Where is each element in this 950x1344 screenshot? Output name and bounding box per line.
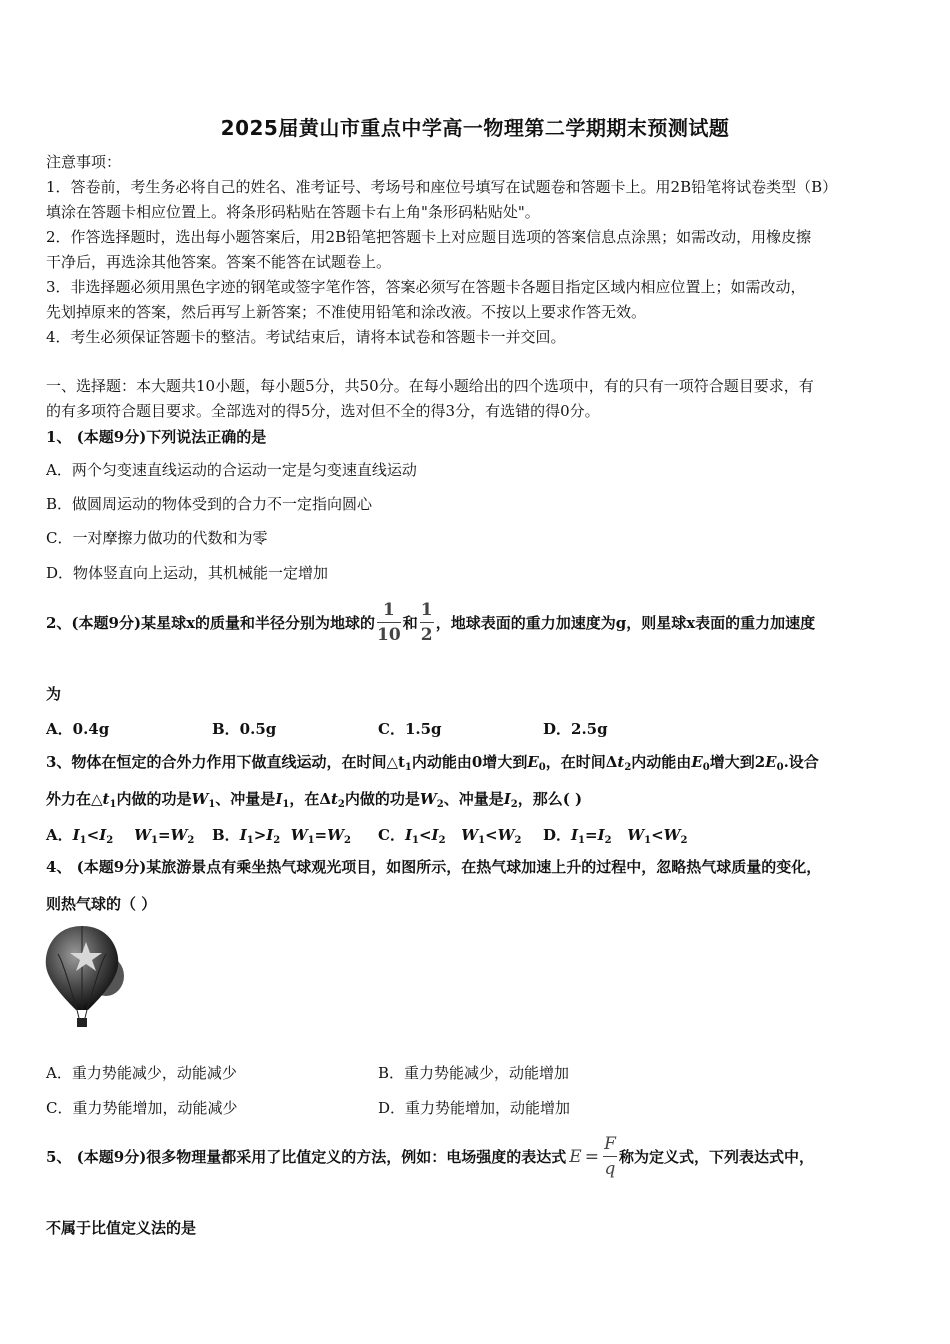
q3-sub: 2 — [624, 762, 632, 773]
q3-delta: Δ — [605, 753, 618, 771]
q3-var-e: E — [527, 753, 539, 771]
notice-item-3-line-2: 先划掉原来的答案，然后再写上新答案；不准使用铅笔和涂改液。不按以上要求作答无效。 — [46, 303, 647, 321]
q3-var-w: W — [663, 826, 681, 844]
q3-var-w: W — [461, 826, 479, 844]
fraction-bar — [603, 1156, 617, 1157]
option-label: D． — [543, 826, 572, 844]
question-4-option-d: D．重力势能增加，动能增加 — [378, 1099, 571, 1117]
q3-var-i: I — [266, 826, 274, 844]
question-3-option-d — [543, 824, 688, 845]
q3-var-w: W — [327, 826, 344, 844]
q3-sub: 1 — [282, 799, 290, 810]
fraction-denominator: q — [604, 1159, 616, 1179]
question-5-line-2: 不属于比值定义法的是 — [46, 1219, 197, 1237]
notice-item-1-line-1: 1．答卷前，考生务必将自己的姓名、准考证号、考场号和座位号填写在试题卷和答题卡上。用2B铅笔将试卷类型（B） — [46, 178, 838, 196]
fraction-numerator: 1 — [420, 600, 433, 620]
q3-op: < — [418, 826, 432, 844]
q3-var-i: I — [597, 826, 605, 844]
formula-e: E — [569, 1146, 582, 1167]
q3-text: 内动能由 — [631, 753, 692, 771]
q3-op: > — [253, 826, 267, 844]
q3-var-w: W — [627, 826, 645, 844]
fraction-numerator: 1 — [382, 600, 395, 620]
question-5-stem — [46, 1134, 814, 1179]
question-2-option-c: C．1.5g — [378, 720, 442, 738]
fraction-numerator: F — [604, 1134, 616, 1154]
fraction-one-half — [420, 600, 434, 645]
q3-sub: 0 — [538, 762, 546, 773]
q3-op: < — [651, 826, 664, 844]
q3-sub: 1 — [208, 799, 216, 810]
fraction-denominator: 10 — [377, 625, 401, 645]
question-1-option-c: C．一对摩擦力做功的代数和为零 — [46, 529, 268, 547]
q3-sub: 2 — [514, 835, 522, 846]
q3-op: = — [585, 826, 598, 844]
question-2-stem-continued: 为 — [46, 685, 62, 703]
q3-sub: 1 — [411, 835, 419, 846]
fraction-one-tenth — [377, 600, 401, 645]
question-3-option-c — [378, 824, 521, 845]
q3-sub: 2 — [337, 799, 345, 810]
q3-sub: 2 — [187, 835, 195, 846]
formula-fraction-f-over-q — [603, 1134, 617, 1179]
q3-op: = — [157, 826, 171, 844]
section-intro-line-1: 一、选择题：本大题共10小题，每小题5分，共50分。在每小题给出的四个选项中，有的只有一项符合题目要求，有 — [46, 377, 814, 395]
balloon-rope — [85, 1010, 87, 1018]
q3-var-i: I — [571, 826, 579, 844]
q3-text: 3、物体在恒定的合外力作用下做直线运动，在时间△t — [46, 753, 405, 771]
question-1-option-b: B．做圆周运动的物体受到的合力不一定指向圆心 — [46, 495, 373, 513]
q3-var-i: I — [404, 826, 412, 844]
hot-air-balloon-image — [44, 924, 128, 1030]
q3-sub: 1 — [150, 835, 158, 846]
q3-text: 、冲量是 — [215, 790, 276, 808]
q3-sub: 2 — [680, 835, 688, 846]
question-3-option-a — [46, 824, 194, 845]
q3-text: ，那么( ) — [517, 790, 583, 808]
q3-delta: Δ — [319, 790, 331, 808]
q3-var-w: W — [134, 826, 151, 844]
balloon-rope — [77, 1010, 79, 1018]
q3-op: = — [314, 826, 328, 844]
notice-item-4: 4．考生必须保证答题卡的整洁。考试结束后，请将本试卷和答题卡一并交回。 — [46, 328, 566, 346]
q3-var-w: W — [290, 826, 308, 844]
notice-heading: 注意事项： — [46, 153, 122, 171]
question-2-and: 和 — [402, 613, 418, 632]
q3-sub: 1 — [478, 835, 486, 846]
q3-text: ，在时间 — [545, 753, 606, 771]
q3-sub: 0 — [776, 762, 784, 773]
fraction-bar — [377, 622, 401, 623]
question-2-option-b: B．0.5g — [212, 720, 277, 738]
q3-var-i: I — [99, 826, 107, 844]
fraction-denominator: 2 — [420, 625, 433, 645]
q3-var-t: t — [617, 753, 625, 771]
question-1-stem: 1、 (本题9分)下列说法正确的是 — [46, 428, 267, 446]
question-2-option-d: D．2.5g — [543, 720, 608, 738]
question-2-stem-text-a: 2、(本题9分)某星球x的质量和半径分别为地球的 — [46, 613, 376, 632]
q3-sub: 1 — [109, 799, 117, 810]
q3-text: 外力在△ — [46, 790, 103, 808]
question-2-stem-text-b: ，地球表面的重力加速度为g，则星球x表面的重力加速度 — [435, 613, 816, 632]
q3-text: .设合 — [783, 753, 819, 771]
section-intro-line-2: 的有多项符合题目要求。全部选对的得5分，选对但不全的得3分，有选错的得0分。 — [46, 402, 600, 420]
q3-var-t: t — [330, 790, 338, 808]
q3-sub: 1 — [246, 835, 254, 846]
question-2-stem — [46, 600, 815, 645]
q3-sub: 2 — [343, 835, 351, 846]
q3-var-i: I — [431, 826, 439, 844]
question-5-stem-text-b: 称为定义式，下列表达式中， — [618, 1147, 814, 1166]
q3-text: 、冲量是 — [443, 790, 504, 808]
q3-var-t: t — [102, 790, 110, 808]
q3-var-w: W — [170, 826, 188, 844]
q3-sub: 2 — [438, 835, 446, 846]
formula-equals: = — [584, 1146, 599, 1167]
option-label: B． — [212, 826, 240, 844]
page-title: 2025届黄山市重点中学高一物理第二学期期末预测试题 — [220, 116, 730, 140]
notice-item-3-line-1: 3．非选择题必须用黑色字迹的钢笔或签字笔作答，答案必须写在答题卡各题目指定区域内相应位置上；如需改动， — [46, 278, 806, 296]
question-2-option-a: A．0.4g — [46, 720, 110, 738]
q3-text: 增大到2 — [709, 753, 766, 771]
question-3-line-1 — [46, 752, 819, 772]
question-1-option-d: D．物体竖直向上运动，其机械能一定增加 — [46, 564, 329, 582]
q3-sub: 1 — [578, 835, 586, 846]
option-label: C． — [378, 826, 405, 844]
question-5-stem-text-a: 5、 (本题9分)很多物理量都采用了比值定义的方法，例如：电场强度的表达式 — [46, 1147, 567, 1166]
q3-var-i: I — [72, 826, 80, 844]
question-4-line-1: 4、 (本题9分)某旅游景点有乘坐热气球观光项目，如图所示，在热气球加速上升的过程中，忽略热气球质量的变化， — [46, 858, 822, 876]
question-3-option-b — [212, 824, 351, 845]
question-4-option-c: C．重力势能增加，动能减少 — [46, 1099, 238, 1117]
q3-text: ，在 — [289, 790, 320, 808]
q3-var-w: W — [497, 826, 515, 844]
q3-var-e: E — [691, 753, 703, 771]
notice-item-2-line-2: 干净后，再选涂其他答案。答案不能答在试题卷上。 — [46, 253, 392, 271]
notice-item-2-line-1: 2．作答选择题时，选出每小题答案后，用2B铅笔把答题卡上对应题目选项的答案信息点涂黑；如需改动，用橡皮擦 — [46, 228, 812, 246]
fraction-bar — [420, 622, 434, 623]
q3-sub: 2 — [436, 799, 444, 810]
q3-text: 内动能由0增大到 — [411, 753, 528, 771]
balloon-basket — [77, 1018, 87, 1027]
q3-var-e: E — [765, 753, 777, 771]
notice-item-1-line-2: 填涂在答题卡相应位置上。将条形码粘贴在答题卡右上角"条形码粘贴处"。 — [46, 203, 540, 221]
q3-sub: 2 — [273, 835, 281, 846]
question-4-line-2: 则热气球的（ ） — [46, 895, 157, 913]
q3-var-i: I — [503, 790, 511, 808]
q3-var-w: W — [419, 790, 437, 808]
q3-op: < — [86, 826, 100, 844]
option-label: A． — [46, 826, 73, 844]
q3-var-i: I — [275, 790, 283, 808]
q3-var-w: W — [191, 790, 209, 808]
q3-text: 内做的功是 — [116, 790, 192, 808]
question-4-option-a: A．重力势能减少，动能减少 — [46, 1064, 237, 1082]
q3-text: 内做的功是 — [344, 790, 420, 808]
q3-sub: 1 — [404, 762, 412, 773]
q3-var-i: I — [239, 826, 247, 844]
question-1-option-a: A．两个匀变速直线运动的合运动一定是匀变速直线运动 — [46, 461, 417, 479]
q3-op: < — [485, 826, 498, 844]
q3-sub: 2 — [604, 835, 612, 846]
q3-sub: 1 — [79, 835, 87, 846]
question-4-option-b: B．重力势能减少，动能增加 — [378, 1064, 570, 1082]
question-3-line-2 — [46, 789, 582, 809]
q3-sub: 2 — [106, 835, 114, 846]
q3-sub: 1 — [307, 835, 315, 846]
q3-sub: 1 — [644, 835, 652, 846]
q3-sub: 0 — [702, 762, 710, 773]
q3-sub: 2 — [510, 799, 518, 810]
